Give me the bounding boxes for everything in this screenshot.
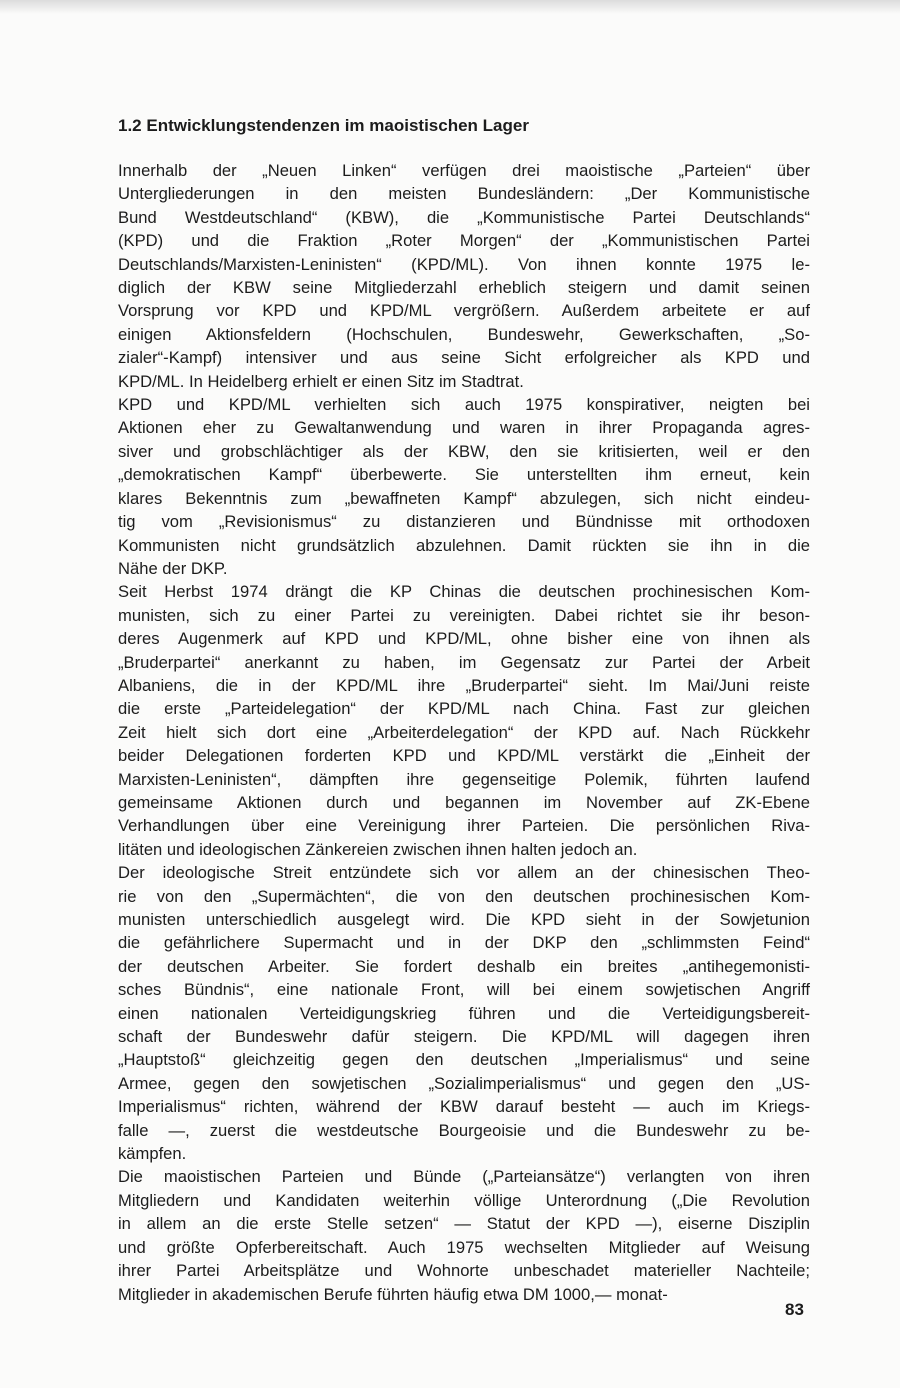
paragraph xyxy=(118,861,810,1165)
text-line: Bund Westdeutschland“ (KBW), die „Kommunistische Partei Deutschlands“ xyxy=(118,207,810,227)
text-line: in allem an die erste Stelle setzen“ — Statut der KPD —), eiserne Disziplin xyxy=(118,1214,810,1234)
text-line: Der ideologische Streit entzündete sich vor allem an der chinesischen Theo- xyxy=(118,863,810,883)
text-line: Untergliederungen in den meisten Bundesländern: „Der Kommunistische xyxy=(118,184,810,204)
text-line: Mitglieder in akademischen Berufe führten häufig etwa DM 1000,— monat- xyxy=(118,1284,668,1304)
text-line: Kommunisten nicht grundsätzlich abzulehnen. Damit rückten sie ihn in die xyxy=(118,535,810,555)
text-line: Aktionen eher zu Gewaltanwendung und waren in ihrer Propaganda agres- xyxy=(118,418,810,438)
text-line: klares Bekenntnis zum „bewaffneten Kampf“ abzulegen, sich nicht eindeu- xyxy=(118,488,810,508)
text-line: Deutschlands/Marxisten-Leninisten“ (KPD/ML). Von ihnen konnte 1975 le- xyxy=(118,254,810,274)
text-line: munisten, sich zu einer Partei zu vereinigten. Dabei richtet sie ihr beson- xyxy=(118,605,810,625)
text-line: litäten und ideologischen Zänkereien zwischen ihnen halten jedoch an. xyxy=(118,839,638,859)
text-line: Mitgliedern und Kandidaten weiterhin völlige Unterordnung („Die Revolution xyxy=(118,1190,810,1210)
text-line: die gefährlichere Supermacht und in der DKP den „schlimmsten Feind“ xyxy=(118,933,810,953)
text-line: tig vom „Revisionismus“ zu distanzieren und Bündnisse mit orthodoxen xyxy=(118,512,810,532)
text-line: Nähe der DKP. xyxy=(118,558,228,578)
text-line: diglich der KBW seine Mitgliederzahl erheblich steigern und damit seinen xyxy=(118,278,810,298)
text-line: Imperialismus“ richten, während der KBW darauf besteht — auch im Kriegs- xyxy=(118,1097,810,1117)
text-line: falle —, zuerst die westdeutsche Bourgeoisie und die Bundeswehr zu be- xyxy=(118,1120,810,1140)
body-text xyxy=(118,159,810,1306)
text-line: (KPD) und die Fraktion „Roter Morgen“ der „Kommunistischen Partei xyxy=(118,231,810,251)
text-line: Innerhalb der „Neuen Linken“ verfügen drei maoistische „Parteien“ über xyxy=(118,161,810,180)
text-line: und größte Opferbereitschaft. Auch 1975 wechselten Mitglieder auf Weisung xyxy=(118,1237,810,1257)
text-line: die erste „Parteidelegation“ der KPD/ML nach China. Fast zur gleichen xyxy=(118,699,810,719)
text-line: Armee, gegen den sowjetischen „Sozialimperialismus“ und gegen den „US- xyxy=(118,1073,810,1093)
text-line: KPD/ML. In Heidelberg erhielt er einen Sitz im Stadtrat. xyxy=(118,371,524,391)
text-line: Seit Herbst 1974 drängt die KP Chinas die deutschen prochinesischen Kom- xyxy=(118,582,810,602)
text-line: zialer“-Kampf) intensiver und aus seine Sicht erfolgreicher als KPD und xyxy=(118,348,810,368)
page-number: 83 xyxy=(785,1300,804,1319)
text-line: schaft der Bundeswehr dafür steigern. Die KPD/ML will dagegen ihren xyxy=(118,1027,810,1047)
text-line: kämpfen. xyxy=(118,1144,187,1164)
scan-edge xyxy=(0,0,900,14)
section-heading: 1.2 Entwicklungstendenzen im maoistischen Lager xyxy=(118,116,529,135)
text-line: rie von den „Supermächten“, die von den deutschen prochinesischen Kom- xyxy=(118,886,810,906)
text-line: sches Bündnis“, eine nationale Front, will bei einem sowjetischen Angriff xyxy=(118,980,810,1000)
text-line: „Bruderpartei“ anerkannt zu haben, im Gegensatz zur Partei der Arbeit xyxy=(118,652,810,672)
text-line: Vorsprung vor KPD und KPD/ML vergrößern. Außerdem arbeitete er auf xyxy=(118,301,810,321)
text-line: Zeit hielt sich dort eine „Arbeiterdelegation“ der KPD auf. Nach Rückkehr xyxy=(118,722,810,742)
text-line: siver und grobschlächtiger als der KBW, den sie kritisierten, weil er den xyxy=(118,441,810,461)
text-line: gemeinsame Aktionen durch und begannen im November auf ZK-Ebene xyxy=(118,792,810,812)
text-line: der deutschen Arbeiter. Sie fordert deshalb ein breites „antihegemonisti- xyxy=(118,956,810,976)
text-line: ihrer Partei Arbeitsplätze und Wohnorte unbeschadet materieller Nachteile; xyxy=(118,1261,810,1281)
text-line: munisten unterschiedlich ausgelegt wird. Die KPD sieht in der Sowjetunion xyxy=(118,910,810,929)
text-line: beider Delegationen forderten KPD und KPD/ML verstärkt die „Einheit der xyxy=(118,746,810,766)
text-line: „Hauptstoß“ gleichzeitig gegen den deutschen „Imperialismus“ und seine xyxy=(118,1050,810,1070)
text-line: „demokratischen Kampf“ überbewerte. Sie unterstellten ihm erneut, kein xyxy=(118,465,810,485)
text-line: Albaniens, die in der KPD/ML ihre „Bruderpartei“ sieht. Im Mai/Juni reiste xyxy=(118,675,810,695)
paragraph xyxy=(118,580,810,861)
paragraph xyxy=(118,159,810,393)
text-line: Die maoistischen Parteien und Bünde („Parteiansätze“) verlangten von ihren xyxy=(118,1167,810,1187)
text-line: einen nationalen Verteidigungskrieg führen und die Verteidigungsbereit- xyxy=(118,1003,810,1023)
text-line: KPD und KPD/ML verhielten sich auch 1975 konspirativer, neigten bei xyxy=(118,395,810,415)
text-line: einigen Aktionsfeldern (Hochschulen, Bundeswehr, Gewerkschaften, „So- xyxy=(118,324,810,344)
document-page xyxy=(118,114,810,1306)
text-line: deres Augenmerk auf KPD und KPD/ML, ohne bisher eine von ihnen als xyxy=(118,629,810,649)
text-line: Marxisten-Leninisten“, dämpften ihre gegenseitige Polemik, führten laufend xyxy=(118,769,810,789)
paragraph xyxy=(118,393,810,580)
text-line: Verhandlungen über eine Vereinigung ihrer Parteien. Die persönlichen Riva- xyxy=(118,816,810,836)
paragraph xyxy=(118,1165,810,1305)
